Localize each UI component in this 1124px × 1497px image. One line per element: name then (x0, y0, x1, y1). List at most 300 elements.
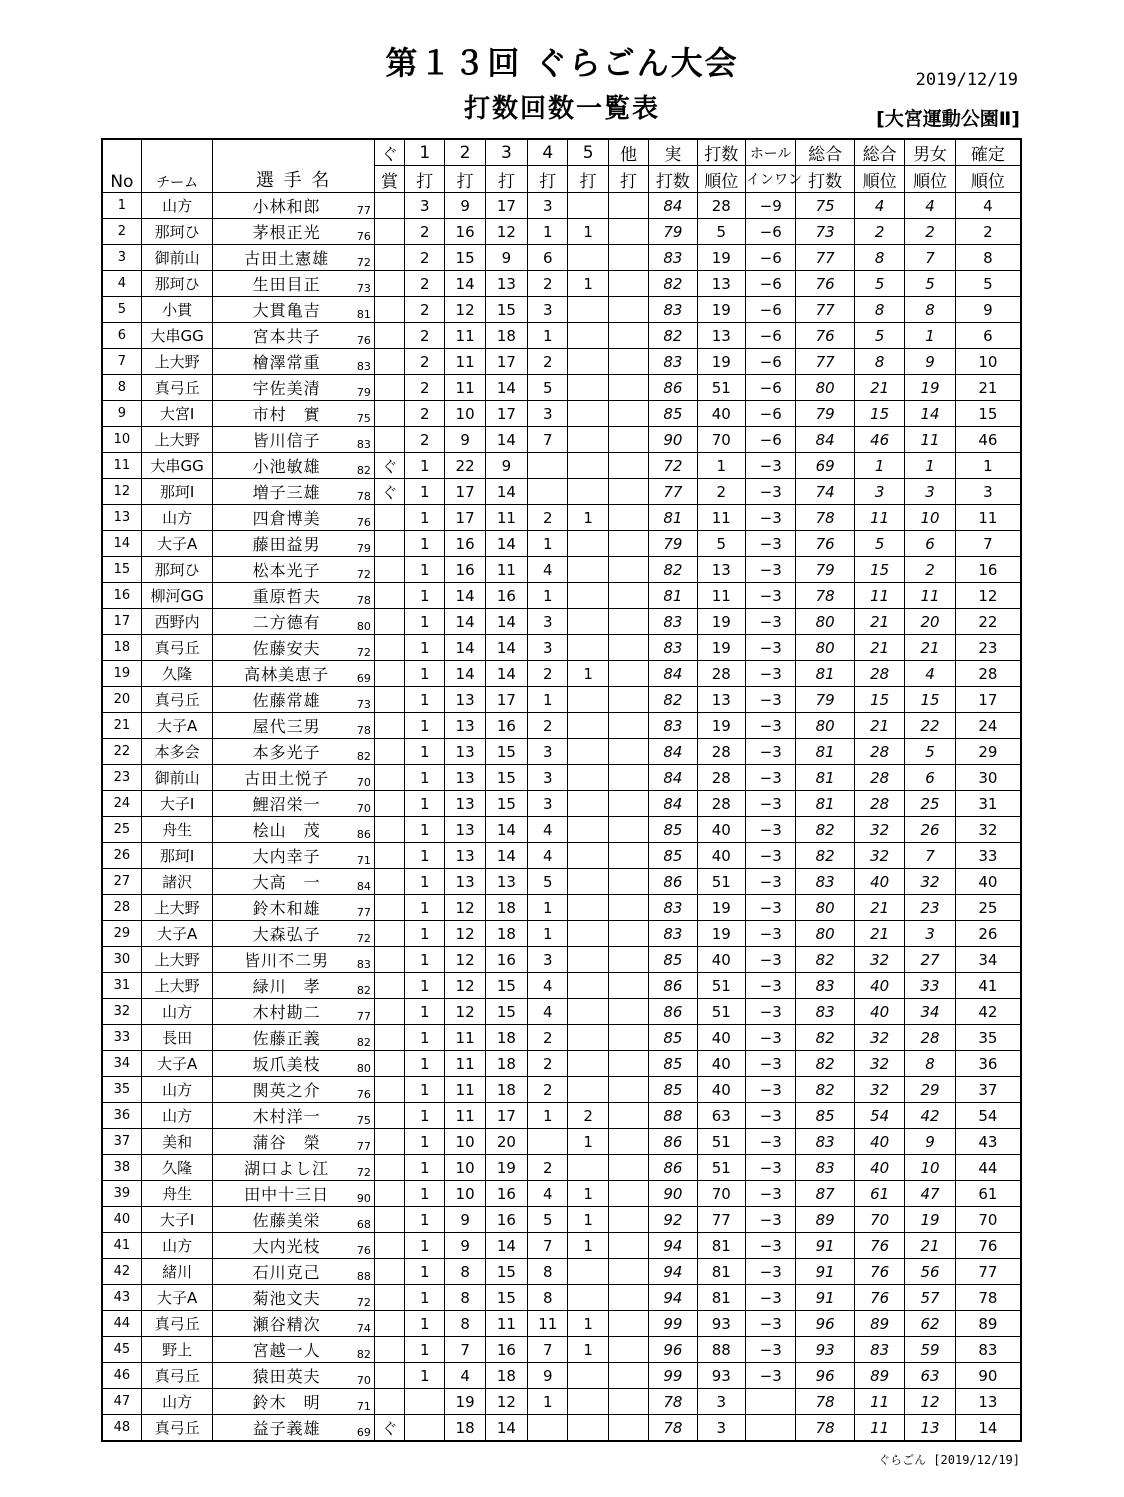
cell-hits-1: 1 (405, 453, 445, 479)
table-row (102, 1337, 1021, 1363)
cell-actual-strokes: 79 (649, 219, 697, 245)
cell-hits-1: 2 (405, 427, 445, 453)
cell-hits-3: 14 (485, 843, 527, 869)
cell-gender-rank: 26 (905, 817, 955, 843)
cell-final-rank: 61 (955, 1181, 1021, 1207)
cell-stroke-rank: 88 (697, 1337, 745, 1363)
cell-hits-2: 13 (445, 739, 485, 765)
cell-final-rank: 16 (955, 557, 1021, 583)
cell-total-rank: 40 (854, 869, 904, 895)
cell-hits-5: 1 (568, 1129, 608, 1155)
cell-final-rank: 8 (955, 245, 1021, 271)
cell-hits-4: 4 (528, 843, 568, 869)
cell-total-rank: 11 (854, 1415, 904, 1442)
cell-no: 24 (102, 791, 141, 817)
cell-team: 真弓丘 (141, 1311, 213, 1337)
cell-hole-in-one: −3 (745, 661, 795, 687)
table-row (102, 193, 1021, 219)
cell-stroke-rank: 13 (697, 271, 745, 297)
table-row (102, 1285, 1021, 1311)
cell-hits-3: 14 (485, 661, 527, 687)
cell-hits-other (608, 531, 648, 557)
cell-team: 柳河GG (141, 583, 213, 609)
player-name: 古田土憲雄 (244, 249, 330, 268)
cell-no: 20 (102, 687, 141, 713)
cell-hits-other (608, 687, 648, 713)
cell-player-name (213, 947, 374, 973)
cell-final-rank: 10 (955, 349, 1021, 375)
cell-total-rank: 11 (854, 583, 904, 609)
cell-actual-strokes: 99 (649, 1363, 697, 1389)
cell-hits-3: 19 (485, 1155, 527, 1181)
cell-gu (374, 895, 404, 921)
cell-total-rank: 40 (854, 1129, 904, 1155)
header-actual-top: 実 (649, 139, 697, 166)
cell-hole-in-one: −3 (745, 791, 795, 817)
table-row (102, 1259, 1021, 1285)
cell-hits-3: 18 (485, 1363, 527, 1389)
cell-gender-rank: 1 (905, 453, 955, 479)
player-name: 松本光子 (252, 561, 321, 580)
table-header (102, 139, 1021, 193)
cell-no: 6 (102, 323, 141, 349)
header-h3-bot: 打 (485, 166, 527, 193)
cell-actual-strokes: 86 (649, 973, 697, 999)
cell-player-name (213, 1363, 374, 1389)
cell-gu (374, 635, 404, 661)
cell-actual-strokes: 81 (649, 505, 697, 531)
cell-hole-in-one: −3 (745, 1363, 795, 1389)
cell-hits-2: 9 (445, 1233, 485, 1259)
cell-team: 長田 (141, 1025, 213, 1051)
cell-gender-rank: 8 (905, 1051, 955, 1077)
cell-hits-5 (568, 1389, 608, 1415)
cell-total-strokes: 76 (796, 271, 855, 297)
cell-hole-in-one: −3 (745, 895, 795, 921)
cell-hits-4 (528, 453, 568, 479)
player-name: 木村洋一 (252, 1107, 321, 1126)
cell-gender-rank: 1 (905, 323, 955, 349)
cell-total-rank: 1 (854, 453, 904, 479)
cell-actual-strokes: 84 (649, 765, 697, 791)
cell-stroke-rank: 19 (697, 349, 745, 375)
cell-actual-strokes: 83 (649, 297, 697, 323)
cell-hits-other (608, 1259, 648, 1285)
player-age: 68 (356, 1218, 371, 1231)
cell-hits-other (608, 791, 648, 817)
player-age: 90 (356, 1192, 371, 1205)
player-name: 佐藤美栄 (252, 1211, 321, 1230)
player-age: 73 (356, 698, 371, 711)
cell-total-strokes: 81 (796, 791, 855, 817)
cell-team: 西野内 (141, 609, 213, 635)
player-age: 83 (356, 958, 371, 971)
cell-gender-rank: 10 (905, 505, 955, 531)
header-name: 選 手 名 (213, 139, 374, 193)
cell-hits-2: 11 (445, 349, 485, 375)
cell-hits-2: 14 (445, 661, 485, 687)
cell-actual-strokes: 85 (649, 843, 697, 869)
cell-total-rank: 21 (854, 635, 904, 661)
cell-gender-rank: 4 (905, 193, 955, 219)
cell-hits-1: 2 (405, 323, 445, 349)
cell-final-rank: 83 (955, 1337, 1021, 1363)
cell-player-name (213, 1259, 374, 1285)
player-name: 石川克己 (252, 1263, 321, 1282)
cell-final-rank: 24 (955, 713, 1021, 739)
cell-hits-1: 1 (405, 1103, 445, 1129)
header-hole-top: ホール (745, 139, 795, 166)
cell-player-name (213, 1025, 374, 1051)
cell-total-strokes: 83 (796, 999, 855, 1025)
cell-gender-rank: 9 (905, 1129, 955, 1155)
cell-gu (374, 1311, 404, 1337)
cell-gu (374, 1103, 404, 1129)
cell-hits-2: 9 (445, 1207, 485, 1233)
cell-gu (374, 713, 404, 739)
cell-total-strokes: 80 (796, 895, 855, 921)
cell-team: 真弓丘 (141, 1363, 213, 1389)
cell-hits-4: 3 (528, 297, 568, 323)
cell-hits-4: 1 (528, 687, 568, 713)
cell-team: 山方 (141, 1389, 213, 1415)
cell-hole-in-one: −3 (745, 1051, 795, 1077)
cell-hits-3: 15 (485, 973, 527, 999)
cell-hits-other (608, 271, 648, 297)
cell-hits-3: 12 (485, 1389, 527, 1415)
cell-no: 25 (102, 817, 141, 843)
cell-hits-4: 2 (528, 505, 568, 531)
player-name: 檜澤常重 (252, 353, 321, 372)
cell-team: 那珂Ⅰ (141, 479, 213, 505)
cell-hits-1: 1 (405, 817, 445, 843)
cell-stroke-rank: 40 (697, 817, 745, 843)
cell-hits-3: 17 (485, 687, 527, 713)
cell-total-strokes: 80 (796, 921, 855, 947)
cell-no: 44 (102, 1311, 141, 1337)
cell-player-name (213, 323, 374, 349)
cell-total-rank: 89 (854, 1311, 904, 1337)
cell-gender-rank: 19 (905, 375, 955, 401)
cell-stroke-rank: 81 (697, 1259, 745, 1285)
cell-player-name (213, 1051, 374, 1077)
cell-team: 大串GG (141, 323, 213, 349)
cell-final-rank: 40 (955, 869, 1021, 895)
cell-hits-5 (568, 401, 608, 427)
table-row (102, 895, 1021, 921)
cell-gender-rank: 8 (905, 297, 955, 323)
cell-hole-in-one: −3 (745, 687, 795, 713)
cell-stroke-rank: 40 (697, 947, 745, 973)
cell-hits-1: 1 (405, 1363, 445, 1389)
cell-total-strokes: 77 (796, 297, 855, 323)
cell-hits-5 (568, 479, 608, 505)
cell-hits-5 (568, 609, 608, 635)
cell-hits-1: 2 (405, 375, 445, 401)
cell-hits-5 (568, 557, 608, 583)
cell-total-strokes: 83 (796, 869, 855, 895)
cell-hole-in-one: −3 (745, 765, 795, 791)
cell-hits-2: 16 (445, 531, 485, 557)
cell-hits-other (608, 453, 648, 479)
cell-hits-other (608, 1155, 648, 1181)
cell-no: 19 (102, 661, 141, 687)
cell-actual-strokes: 86 (649, 1129, 697, 1155)
cell-gu (374, 297, 404, 323)
cell-player-name (213, 1129, 374, 1155)
cell-total-strokes: 87 (796, 1181, 855, 1207)
cell-team: 那珂ひ (141, 271, 213, 297)
cell-hits-4: 4 (528, 1181, 568, 1207)
cell-total-rank: 28 (854, 661, 904, 687)
cell-actual-strokes: 85 (649, 1077, 697, 1103)
cell-no: 43 (102, 1285, 141, 1311)
table-row (102, 1129, 1021, 1155)
cell-hits-1: 1 (405, 505, 445, 531)
cell-hits-1: 1 (405, 869, 445, 895)
table-row (102, 297, 1021, 323)
player-age: 78 (356, 594, 371, 607)
cell-stroke-rank: 63 (697, 1103, 745, 1129)
player-age: 80 (356, 1062, 371, 1075)
player-name: 蒲谷 榮 (252, 1133, 321, 1152)
player-age: 72 (356, 646, 371, 659)
cell-no: 9 (102, 401, 141, 427)
cell-hits-other (608, 1025, 648, 1051)
cell-hole-in-one: −3 (745, 1285, 795, 1311)
table-row (102, 375, 1021, 401)
cell-stroke-rank: 19 (697, 245, 745, 271)
player-name: 鈴木和雄 (252, 899, 321, 918)
cell-final-rank: 46 (955, 427, 1021, 453)
cell-actual-strokes: 83 (649, 349, 697, 375)
cell-team: 真弓丘 (141, 687, 213, 713)
cell-team: 大子Ⅰ (141, 791, 213, 817)
cell-hits-4: 1 (528, 1389, 568, 1415)
cell-hits-2: 12 (445, 973, 485, 999)
cell-hits-2: 14 (445, 583, 485, 609)
cell-total-strokes: 82 (796, 947, 855, 973)
player-name: 木村勘二 (252, 1003, 321, 1022)
cell-hits-3: 11 (485, 1311, 527, 1337)
cell-hits-3: 18 (485, 1025, 527, 1051)
cell-gu (374, 973, 404, 999)
cell-hits-other (608, 505, 648, 531)
table-row (102, 1025, 1021, 1051)
cell-stroke-rank: 81 (697, 1285, 745, 1311)
cell-actual-strokes: 77 (649, 479, 697, 505)
cell-hits-other (608, 895, 648, 921)
player-age: 76 (356, 1088, 371, 1101)
cell-hits-1: 2 (405, 219, 445, 245)
table-row (102, 479, 1021, 505)
cell-actual-strokes: 94 (649, 1285, 697, 1311)
cell-hits-3: 16 (485, 947, 527, 973)
cell-player-name (213, 531, 374, 557)
cell-hits-1: 2 (405, 349, 445, 375)
cell-no: 18 (102, 635, 141, 661)
cell-hits-5 (568, 193, 608, 219)
cell-actual-strokes: 94 (649, 1233, 697, 1259)
cell-player-name (213, 609, 374, 635)
cell-no: 4 (102, 271, 141, 297)
cell-no: 5 (102, 297, 141, 323)
cell-player-name (213, 1103, 374, 1129)
cell-player-name (213, 921, 374, 947)
cell-stroke-rank: 28 (697, 765, 745, 791)
player-name: 猿田英夫 (252, 1367, 321, 1386)
cell-player-name (213, 713, 374, 739)
cell-hits-other (608, 557, 648, 583)
player-age: 76 (356, 516, 371, 529)
cell-gender-rank: 33 (905, 973, 955, 999)
player-name: 大森弘子 (252, 925, 321, 944)
cell-total-strokes: 80 (796, 375, 855, 401)
cell-hits-5 (568, 1363, 608, 1389)
player-age: 75 (356, 1114, 371, 1127)
table-row (102, 1103, 1021, 1129)
player-age: 82 (356, 984, 371, 997)
cell-actual-strokes: 86 (649, 375, 697, 401)
cell-total-strokes: 79 (796, 557, 855, 583)
player-name: 緑川 孝 (252, 977, 321, 996)
cell-final-rank: 89 (955, 1311, 1021, 1337)
cell-total-strokes: 82 (796, 843, 855, 869)
venue: [大宮運動公園Ⅱ] (876, 108, 1020, 130)
player-age: 88 (356, 1270, 371, 1283)
cell-total-strokes: 69 (796, 453, 855, 479)
cell-hole-in-one: −3 (745, 453, 795, 479)
header-final-top: 確定 (955, 139, 1021, 166)
cell-total-rank: 15 (854, 557, 904, 583)
cell-hits-3: 16 (485, 713, 527, 739)
cell-player-name (213, 999, 374, 1025)
cell-final-rank: 13 (955, 1389, 1021, 1415)
cell-team: 舟生 (141, 817, 213, 843)
cell-stroke-rank: 70 (697, 427, 745, 453)
cell-hits-2: 13 (445, 713, 485, 739)
cell-hole-in-one: −3 (745, 1181, 795, 1207)
cell-player-name (213, 1207, 374, 1233)
cell-actual-strokes: 82 (649, 271, 697, 297)
table-row (102, 583, 1021, 609)
cell-total-rank: 32 (854, 1051, 904, 1077)
cell-player-name (213, 1181, 374, 1207)
cell-no: 46 (102, 1363, 141, 1389)
table-row (102, 921, 1021, 947)
cell-total-rank: 8 (854, 349, 904, 375)
cell-hits-other (608, 843, 648, 869)
cell-gender-rank: 34 (905, 999, 955, 1025)
cell-hole-in-one: −6 (745, 219, 795, 245)
cell-hits-other (608, 297, 648, 323)
cell-hits-3: 15 (485, 1259, 527, 1285)
cell-team: 大子Ⅰ (141, 1207, 213, 1233)
cell-final-rank: 6 (955, 323, 1021, 349)
header-trank-bot: 順位 (854, 166, 904, 193)
player-age: 76 (356, 1244, 371, 1257)
cell-hits-5: 1 (568, 1337, 608, 1363)
cell-stroke-rank: 40 (697, 1077, 745, 1103)
cell-hits-5 (568, 349, 608, 375)
cell-gender-rank: 29 (905, 1077, 955, 1103)
cell-final-rank: 22 (955, 609, 1021, 635)
cell-stroke-rank: 40 (697, 843, 745, 869)
cell-hits-5: 1 (568, 505, 608, 531)
cell-team: 大子A (141, 1051, 213, 1077)
cell-hits-4 (528, 1415, 568, 1442)
player-name: 佐藤常雄 (252, 691, 321, 710)
cell-total-strokes: 91 (796, 1259, 855, 1285)
cell-gu (374, 947, 404, 973)
cell-hits-5 (568, 843, 608, 869)
cell-total-rank: 28 (854, 739, 904, 765)
cell-final-rank: 23 (955, 635, 1021, 661)
cell-hits-5 (568, 297, 608, 323)
header-trank-top: 総合 (854, 139, 904, 166)
cell-hole-in-one: −3 (745, 739, 795, 765)
player-name: 大高 一 (252, 873, 321, 892)
cell-hits-1: 1 (405, 895, 445, 921)
cell-player-name (213, 1155, 374, 1181)
table-row (102, 713, 1021, 739)
cell-total-rank: 54 (854, 1103, 904, 1129)
cell-total-strokes: 80 (796, 635, 855, 661)
cell-final-rank: 21 (955, 375, 1021, 401)
player-name: 本多光子 (252, 743, 321, 762)
cell-hits-2: 11 (445, 1103, 485, 1129)
table-body (102, 193, 1021, 1442)
cell-player-name (213, 1337, 374, 1363)
cell-hits-2: 11 (445, 1051, 485, 1077)
cell-total-strokes: 96 (796, 1363, 855, 1389)
cell-hits-2: 11 (445, 1025, 485, 1051)
cell-gu (374, 765, 404, 791)
cell-hits-other (608, 947, 648, 973)
cell-hits-3: 14 (485, 817, 527, 843)
cell-no: 41 (102, 1233, 141, 1259)
cell-stroke-rank: 40 (697, 1025, 745, 1051)
cell-hole-in-one: −6 (745, 323, 795, 349)
cell-hits-5: 1 (568, 1207, 608, 1233)
header-gender-top: 男女 (905, 139, 955, 166)
cell-total-rank: 28 (854, 791, 904, 817)
cell-team: 諸沢 (141, 869, 213, 895)
cell-hits-1: 1 (405, 1259, 445, 1285)
cell-hits-3: 16 (485, 1337, 527, 1363)
cell-no: 33 (102, 1025, 141, 1051)
header-rank-top: 打数 (697, 139, 745, 166)
header-gender-bot: 順位 (905, 166, 955, 193)
cell-hits-other (608, 1311, 648, 1337)
cell-hole-in-one: −3 (745, 1337, 795, 1363)
cell-hits-other (608, 999, 648, 1025)
cell-team: 久隆 (141, 1155, 213, 1181)
cell-final-rank: 14 (955, 1415, 1021, 1442)
cell-gender-rank: 5 (905, 739, 955, 765)
table-row (102, 1051, 1021, 1077)
cell-gender-rank: 9 (905, 349, 955, 375)
header-h4-top: 4 (528, 139, 568, 166)
player-age: 75 (356, 412, 371, 425)
cell-total-strokes: 84 (796, 427, 855, 453)
cell-stroke-rank: 93 (697, 1311, 745, 1337)
header-h1-bot: 打 (405, 166, 445, 193)
cell-hits-other (608, 401, 648, 427)
cell-gu (374, 1181, 404, 1207)
cell-player-name (213, 895, 374, 921)
header-final-bot: 順位 (955, 166, 1021, 193)
